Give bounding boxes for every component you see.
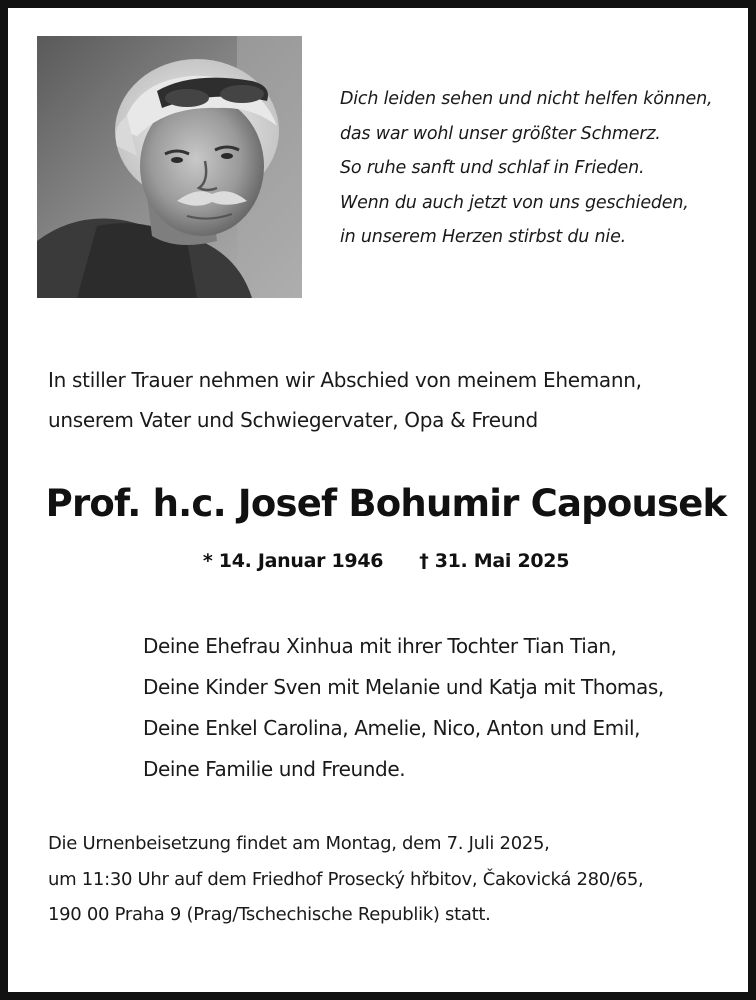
poem-line: Dich leiden sehen und nicht helfen können, <box>340 89 713 109</box>
mourner-line: Deine Ehefrau Xinhua mit ihrer Tochter Tian Tian, <box>143 634 617 658</box>
ceremony-line: um 11:30 Uhr auf dem Friedhof Prosecký hřbitov, Čakovická 280/65, <box>48 868 644 890</box>
ceremony-info <box>48 826 738 933</box>
mourner-line: Deine Enkel Carolina, Amelie, Nico, Anton und Emil, <box>143 716 641 740</box>
mourners-list <box>143 626 743 790</box>
poem-line: So ruhe sanft und schlaf in Frieden. <box>340 158 645 178</box>
ceremony-line: Die Urnenbeisetzung findet am Montag, dem 7. Juli 2025, <box>48 833 550 854</box>
poem-line: Wenn du auch jetzt von uns geschieden, <box>340 192 689 213</box>
poem-line: in unserem Herzen stirbst du nie. <box>340 227 627 247</box>
birth-date: * 14. Januar 1946 <box>202 550 384 572</box>
mourner-line: Deine Familie und Freunde. <box>143 757 406 781</box>
intro-line: unserem Vater und Schwiegervater, Opa & Freund <box>48 408 538 432</box>
death-date: † 31. Mai 2025 <box>419 550 570 572</box>
deceased-name: Prof. h.c. Josef Bohumir Capousek <box>45 482 727 525</box>
poem <box>340 82 740 255</box>
intro-text <box>48 360 728 440</box>
intro-line: In stiller Trauer nehmen wir Abschied von meinem Ehemann, <box>48 368 642 392</box>
ceremony-line: 190 00 Praha 9 (Prag/Tschechische Republik) statt. <box>48 904 491 925</box>
poem-line: das war wohl unser größter Schmerz. <box>340 123 661 144</box>
life-dates <box>8 544 756 578</box>
portrait-photo <box>37 36 302 298</box>
mourner-line: Deine Kinder Sven mit Melanie und Katja mit Thomas, <box>143 675 664 699</box>
